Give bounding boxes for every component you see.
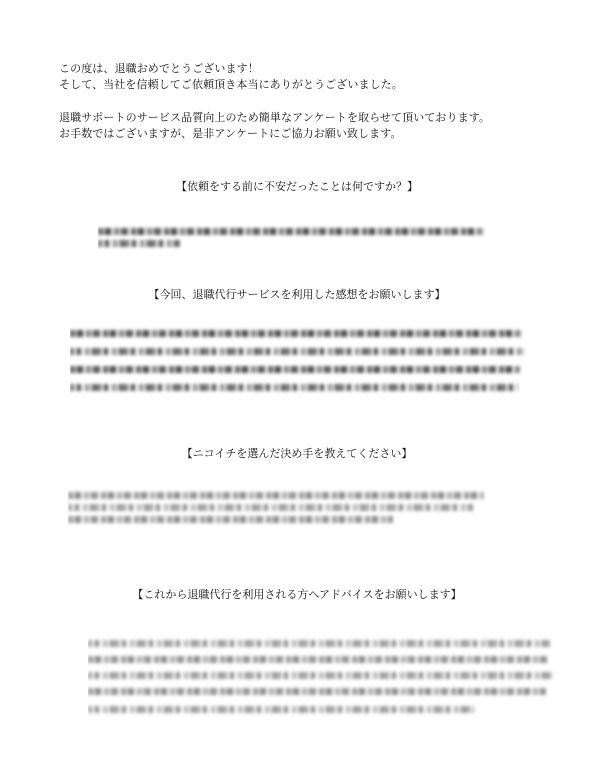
intro-line-4: お手数ではございますが、是非アンケートにご協力お願い致します。 — [59, 127, 402, 140]
question-heading-2: 【今回、退職代行サービスを利用した感想をお願いします】 — [148, 288, 446, 301]
intro-line-2: そして、当社を信頼してご依頼頂き本当にありがとうございました。 — [59, 78, 403, 91]
question-heading-1: 【依頼をする前に不安だったことは何ですか？】 — [176, 180, 418, 193]
answer-3-redacted — [68, 488, 488, 528]
question-heading-4: 【これから退職代行を利用される方へアドバイスをお願いします】 — [132, 588, 462, 601]
question-heading-3: 【ニコイチを選んだ決め手を教えてください】 — [181, 447, 413, 460]
answer-4-redacted — [88, 636, 558, 724]
intro-line-3: 退職サポートのサービス品質向上のため簡単なアンケートを取らせて頂いております。 — [59, 111, 491, 124]
answer-2-redacted — [70, 326, 530, 398]
answer-1-redacted — [98, 224, 488, 252]
intro-line-1: この度は、退職おめでとうございます！ — [59, 62, 259, 75]
